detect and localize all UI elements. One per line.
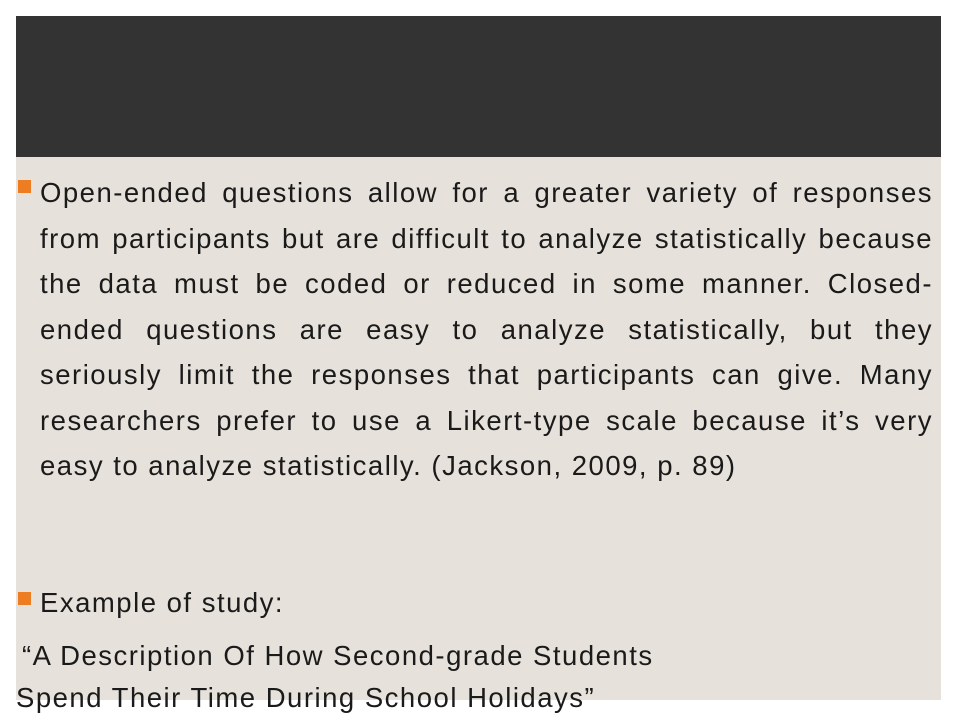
bullet-text: Open-ended questions allow for a greater variety of responses from participants but are difficult to analyze statistically because the data must be coded or reduced in some manner. Closed-ended questions are easy to analyze statistically, but they seriously limit the responses that participants can give. Many researchers prefer to use a Likert-type scale because it’s very easy to analyze statistically. (Jackson, 2009, p. 89): [40, 177, 933, 481]
square-bullet-icon: [18, 180, 31, 193]
bullet-text: Example of study:: [40, 587, 285, 618]
bullet-item-questions: [18, 170, 933, 489]
bullet-item-example: [18, 583, 284, 623]
example-title-line: “A Description Of How Second-grade Students: [22, 640, 654, 671]
example-title-line: Spend Their Time During School Holidays”: [16, 682, 596, 713]
square-bullet-icon: [18, 592, 31, 605]
example-study-title: [16, 635, 951, 719]
title-bar: [16, 16, 941, 157]
